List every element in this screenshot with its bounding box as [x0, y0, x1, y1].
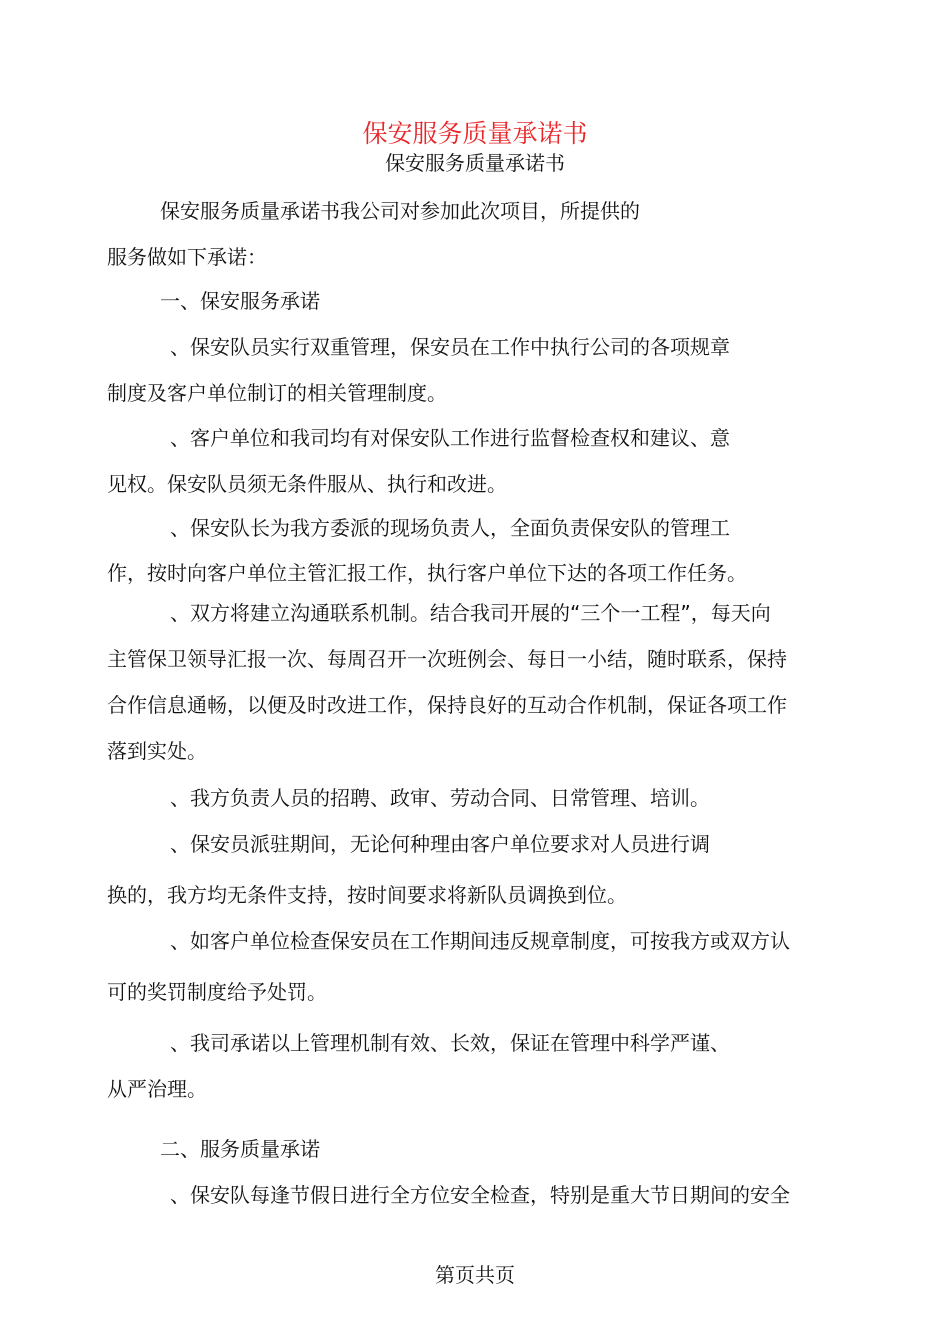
s1-item-1-line-1: 、保安队员实行双重管理，保安员在工作中执行公司的各项规章: [170, 335, 730, 359]
section-1-heading: 一、保安服务承诺: [160, 289, 320, 313]
s1-item-2-line-1: 、客户单位和我司均有对保安队工作进行监督检查权和建议、意: [170, 426, 730, 450]
s1-item-7-line-2: 可的奖罚制度给予处罚。: [107, 980, 327, 1004]
s1-item-4-line-4: 落到实处。: [107, 739, 207, 763]
s1-item-4-line-3: 合作信息通畅，以便及时改进工作，保持良好的互动合作机制，保证各项工作: [107, 693, 787, 717]
document-title: 保安服务质量承诺书: [362, 119, 588, 148]
s1-item-3-line-2: 作，按时向客户单位主管汇报工作，执行客户单位下达的各项工作任务。: [107, 561, 747, 585]
s1-item-5-line-1: 、我方负责人员的招聘、政审、劳动合同、日常管理、培训。: [170, 786, 710, 810]
s1-item-6-line-2: 换的，我方均无条件支持，按时间要求将新队员调换到位。: [107, 883, 627, 907]
s1-item-1-line-2: 制度及客户单位制订的相关管理制度。: [107, 381, 447, 405]
s2-item-1-line-1: 、保安队每逢节假日进行全方位安全检查，特别是重大节日期间的安全: [170, 1183, 790, 1207]
s1-item-4-line-1: 、双方将建立沟通联系机制。结合我司开展的“三个一工程”，每天向: [170, 601, 771, 625]
s1-item-4-line-2: 主管保卫领导汇报一次、每周召开一次班例会、每日一小结，随时联系，保持: [107, 647, 787, 671]
s1-item-6-line-1: 、保安员派驻期间，无论何种理由客户单位要求对人员进行调: [170, 832, 710, 856]
intro-line-2: 服务做如下承诺：: [107, 245, 267, 269]
s1-item-8-line-2: 从严治理。: [107, 1077, 207, 1101]
s1-item-3-line-1: 、保安队长为我方委派的现场负责人，全面负责保安队的管理工: [170, 516, 730, 540]
s1-item-7-line-1: 、如客户单位检查保安员在工作期间违反规章制度，可按我方或双方认: [170, 929, 790, 953]
section-2-heading: 二、服务质量承诺: [160, 1137, 320, 1161]
intro-line-1: 保安服务质量承诺书我公司对参加此次项目，所提供的: [160, 199, 640, 223]
s1-item-2-line-2: 见权。保安队员须无条件服从、执行和改进。: [107, 472, 507, 496]
page-footer: 第页共页: [435, 1263, 515, 1287]
document-subtitle: 保安服务质量承诺书: [385, 151, 565, 175]
s1-item-8-line-1: 、我司承诺以上管理机制有效、长效，保证在管理中科学严谨、: [170, 1031, 730, 1055]
